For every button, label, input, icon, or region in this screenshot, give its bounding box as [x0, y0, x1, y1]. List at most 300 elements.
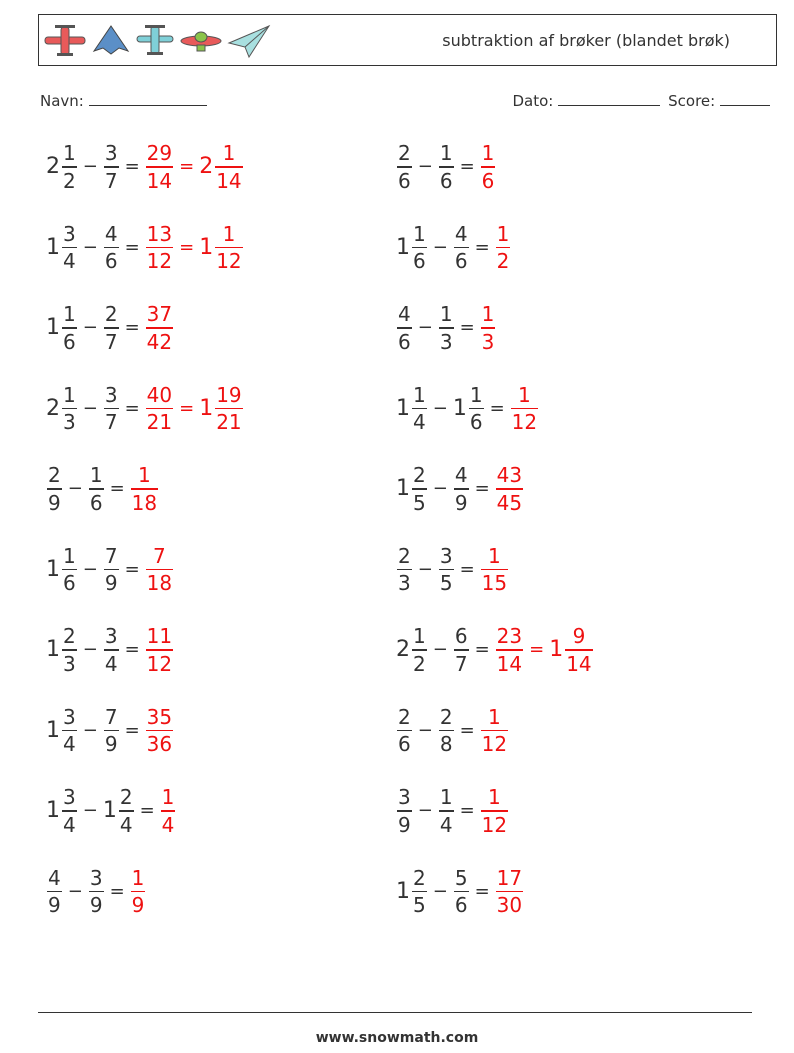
numerator: 3 [89, 865, 103, 890]
denominator: 6 [481, 168, 495, 193]
denominator: 21 [216, 410, 242, 434]
denominator: 8 [439, 732, 453, 756]
numerator: 2 [398, 141, 411, 165]
problem-item [46, 543, 174, 595]
footer-url: www.snowmath.com [315, 1030, 479, 1046]
equals-sign: = [529, 639, 545, 661]
fraction-b [104, 626, 119, 674]
numerator: 3 [439, 543, 453, 568]
fraction-bar [496, 891, 523, 893]
answer [145, 543, 174, 595]
fraction-a [412, 382, 427, 434]
whole-number: 1 [549, 637, 564, 663]
fraction-bar [397, 730, 412, 732]
date-field[interactable] [513, 92, 661, 110]
denominator: 15 [481, 571, 508, 595]
problem-item [46, 787, 176, 835]
problem-item [46, 626, 174, 674]
fraction-bar [62, 166, 77, 168]
denominator: 9 [398, 812, 411, 837]
fraction-bar [62, 810, 77, 812]
fraction-a [412, 221, 427, 273]
fraction-bar [412, 247, 427, 249]
minus-sign: − [417, 558, 433, 580]
fraction-bar [62, 569, 77, 571]
fraction-bar [215, 408, 242, 410]
fraction-bar [481, 166, 496, 168]
denominator: 6 [89, 490, 103, 515]
fraction-bar [47, 488, 62, 490]
numerator: 1 [63, 543, 76, 568]
minus-sign: − [82, 558, 98, 580]
fraction-bar [496, 247, 511, 249]
numerator: 5 [454, 865, 468, 890]
fraction-bar [62, 730, 77, 732]
fraction-b [439, 543, 454, 595]
answer [145, 382, 244, 434]
denominator: 6 [104, 249, 118, 273]
problem-item [46, 221, 244, 273]
fraction-bar [439, 569, 454, 571]
fraction-bar [104, 730, 119, 732]
answer [480, 543, 509, 595]
denominator: 6 [454, 249, 468, 273]
whole-number: 1 [396, 476, 410, 502]
denominator: 4 [63, 249, 76, 273]
fraction-b [454, 221, 469, 273]
denominator: 6 [469, 410, 483, 434]
fraction-bar [131, 488, 158, 490]
equals-sign: = [124, 156, 140, 178]
answer-fraction [481, 704, 508, 756]
denominator: 6 [413, 249, 426, 273]
answer-fraction [131, 865, 146, 917]
numerator: 1 [222, 141, 236, 165]
name-label: Navn: [40, 92, 84, 110]
denominator: 3 [481, 329, 495, 354]
fraction-bar [496, 649, 523, 651]
denominator: 7 [104, 410, 118, 434]
answer-fraction [511, 382, 538, 434]
problem-item [396, 865, 524, 917]
numerator: 1 [413, 382, 426, 407]
fraction-bar [481, 569, 508, 571]
answer [510, 382, 539, 434]
answer-fraction [496, 865, 523, 917]
minus-sign: − [432, 639, 448, 661]
fraction-bar [454, 891, 469, 893]
fraction-bar [397, 810, 412, 812]
equals-sign: = [459, 156, 475, 178]
answer [480, 143, 497, 191]
whole-number: 2 [46, 154, 60, 180]
fraction-a [62, 787, 77, 835]
fraction-bar [439, 730, 454, 732]
minus-sign: − [432, 397, 448, 419]
numerator: 1 [89, 463, 103, 487]
equals-sign: = [459, 317, 475, 339]
equals-sign: = [459, 719, 475, 741]
fraction-a [397, 704, 412, 756]
score-field[interactable] [668, 92, 770, 110]
answer-fraction [481, 543, 508, 595]
numerator: 4 [454, 463, 468, 487]
fraction-bar [161, 810, 176, 812]
numerator: 37 [146, 302, 173, 326]
numerator: 1 [63, 302, 76, 326]
fraction-b [439, 304, 454, 352]
fraction-a [412, 465, 427, 513]
fraction-bar [439, 327, 454, 329]
numerator: 11 [146, 624, 173, 648]
denominator: 3 [398, 571, 411, 595]
fraction-bar [397, 327, 412, 329]
minus-sign: − [67, 880, 83, 902]
mixed-fraction [215, 382, 242, 434]
numerator: 1 [63, 141, 76, 165]
numerator: 2 [119, 785, 133, 809]
fraction-b [104, 382, 119, 434]
numerator: 3 [398, 785, 411, 809]
answer [495, 221, 512, 273]
numerator: 1 [413, 624, 426, 648]
fraction-bar [412, 408, 427, 410]
numerator: 1 [161, 785, 175, 809]
problem-item [396, 465, 524, 513]
denominator: 6 [454, 893, 468, 917]
minus-sign: − [432, 478, 448, 500]
minus-sign: − [82, 719, 98, 741]
fraction-bar [481, 730, 508, 732]
answer [145, 304, 174, 352]
answer-fraction [481, 143, 496, 191]
fraction-bar [481, 327, 496, 329]
denominator: 12 [511, 410, 538, 434]
minus-sign: − [417, 156, 433, 178]
denominator: 45 [496, 490, 523, 515]
fraction-b [119, 787, 134, 835]
problem-item [396, 626, 594, 674]
denominator: 3 [439, 329, 453, 354]
fraction-b [104, 704, 119, 756]
name-field[interactable] [40, 92, 207, 110]
minus-sign: − [417, 317, 433, 339]
equals-sign: = [139, 800, 155, 822]
equals-sign: = [179, 397, 195, 419]
fraction-bar [146, 247, 173, 249]
numerator: 1 [518, 382, 531, 407]
equals-sign: = [179, 156, 195, 178]
numerator: 40 [146, 382, 173, 407]
equals-sign: = [109, 880, 125, 902]
minus-sign: − [67, 478, 83, 500]
fraction-bar [104, 166, 119, 168]
denominator: 4 [63, 812, 76, 837]
answer-fraction [161, 787, 176, 835]
denominator: 6 [398, 732, 411, 756]
answer [130, 865, 147, 917]
whole-number: 1 [46, 315, 60, 341]
answer-fraction [146, 704, 173, 756]
whole-number: 1 [46, 234, 60, 260]
denominator: 4 [104, 651, 118, 676]
numerator: 1 [413, 221, 426, 246]
mixed-fraction [565, 626, 592, 674]
fraction-b [89, 465, 104, 513]
numerator: 2 [63, 624, 76, 648]
numerator: 1 [481, 141, 495, 165]
whole-number: 2 [199, 154, 214, 180]
answer-fraction [481, 787, 508, 835]
fraction-bar [89, 891, 104, 893]
fraction-bar [439, 166, 454, 168]
equals-sign: = [124, 317, 140, 339]
numerator: 1 [439, 785, 453, 809]
fraction-bar [215, 247, 242, 249]
fraction-b [104, 221, 119, 273]
numerator: 2 [439, 704, 453, 729]
denominator: 4 [63, 732, 76, 756]
numerator: 7 [153, 543, 166, 568]
problem-item [396, 382, 539, 434]
problem-item [46, 382, 244, 434]
fraction-a [47, 465, 62, 513]
denominator: 14 [566, 651, 592, 676]
denominator: 9 [454, 490, 468, 515]
numerator: 3 [63, 785, 76, 809]
denominator: 14 [216, 168, 242, 193]
denominator: 18 [146, 571, 173, 595]
whole-number: 1 [396, 234, 410, 260]
denominator: 14 [496, 651, 523, 676]
denominator: 5 [413, 490, 426, 515]
fraction-b [469, 382, 484, 434]
answer [145, 143, 244, 191]
fraction-bar [104, 569, 119, 571]
problem-item [396, 704, 509, 756]
whole-number: 1 [46, 798, 60, 824]
numerator: 3 [104, 382, 118, 407]
numerator: 7 [104, 543, 118, 568]
answer-fraction [131, 465, 158, 513]
denominator: 4 [119, 812, 133, 837]
denominator: 36 [146, 732, 173, 756]
answer-fraction [146, 626, 173, 674]
numerator: 2 [413, 865, 426, 890]
numerator: 4 [398, 302, 411, 326]
red-plane-icon [43, 23, 87, 59]
header-box [38, 14, 777, 66]
fraction-bar [397, 569, 412, 571]
score-blank[interactable] [720, 92, 770, 106]
denominator: 3 [63, 410, 76, 434]
fraction-bar [454, 488, 469, 490]
equals-sign: = [474, 236, 490, 258]
numerator: 35 [146, 704, 173, 729]
denominator: 12 [146, 249, 173, 273]
numerator: 23 [496, 624, 523, 648]
numerator: 3 [63, 704, 76, 729]
paper-plane-icon [227, 23, 271, 59]
equals-sign: = [124, 719, 140, 741]
numerator: 1 [481, 302, 495, 326]
denominator: 2 [496, 249, 510, 273]
numerator: 1 [63, 382, 76, 407]
fraction-bar [104, 649, 119, 651]
problem-item [396, 304, 496, 352]
answer [480, 304, 497, 352]
denominator: 12 [216, 249, 242, 273]
answer-fraction [146, 221, 173, 273]
fraction-b [439, 704, 454, 756]
fraction-bar [119, 810, 134, 812]
fraction-bar [454, 649, 469, 651]
denominator: 30 [496, 893, 523, 917]
denominator: 12 [481, 732, 508, 756]
minus-sign: − [82, 397, 98, 419]
numerator: 1 [496, 221, 510, 246]
answer [495, 865, 524, 917]
fraction-bar [146, 166, 173, 168]
numerator: 1 [439, 141, 453, 165]
teal-plane-icon [135, 23, 175, 59]
fraction-a [62, 143, 77, 191]
whole-number: 1 [102, 798, 117, 824]
fraction-a [62, 221, 77, 273]
denominator: 6 [439, 168, 453, 193]
fraction-bar [146, 408, 173, 410]
whole-number: 1 [452, 395, 467, 421]
equals-sign: = [489, 397, 505, 419]
fraction-bar [469, 408, 484, 410]
mixed-fraction [215, 221, 242, 273]
fraction-bar [454, 247, 469, 249]
answer-fraction [146, 382, 173, 434]
fraction-a [397, 304, 412, 352]
fraction-a [397, 143, 412, 191]
denominator: 6 [63, 329, 76, 354]
equals-sign: = [124, 397, 140, 419]
fraction-b [439, 787, 454, 835]
whole-number: 1 [46, 637, 60, 663]
fraction-bar [104, 408, 119, 410]
numerator: 2 [398, 543, 411, 568]
answer [495, 626, 594, 674]
fraction-bar [215, 166, 242, 168]
whole-number: 1 [199, 234, 214, 260]
equals-sign: = [124, 639, 140, 661]
denominator: 5 [439, 571, 453, 595]
denominator: 9 [104, 571, 118, 595]
fraction-bar [62, 247, 77, 249]
answer-fraction [146, 543, 173, 595]
denominator: 2 [63, 168, 76, 193]
fraction-bar [62, 649, 77, 651]
fraction-bar [412, 891, 427, 893]
numerator: 3 [104, 141, 118, 165]
numerator: 1 [138, 463, 151, 487]
fraction-bar [397, 166, 412, 168]
whole-number: 1 [396, 878, 410, 904]
minus-sign: − [417, 800, 433, 822]
minus-sign: − [432, 880, 448, 902]
fraction-bar [511, 408, 538, 410]
fraction-bar [89, 488, 104, 490]
minus-sign: − [82, 800, 98, 822]
numerator: 1 [488, 785, 501, 809]
minus-sign: − [82, 236, 98, 258]
answer [495, 465, 524, 513]
answer [145, 221, 244, 273]
fraction-a [412, 626, 427, 674]
fraction-b [104, 304, 119, 352]
fraction-b [454, 465, 469, 513]
fraction-bar [146, 649, 173, 651]
fraction-b [454, 626, 469, 674]
fraction-bar [47, 891, 62, 893]
blue-stealth-plane-icon [91, 23, 131, 59]
denominator: 12 [481, 812, 508, 837]
problem-item [46, 704, 174, 756]
problem-item [396, 221, 511, 273]
fraction-bar [146, 327, 173, 329]
mixed-fraction [215, 143, 242, 191]
whole-number: 1 [396, 395, 410, 421]
date-blank[interactable] [558, 92, 660, 106]
whole-number: 1 [46, 556, 60, 582]
numerator: 1 [488, 704, 501, 729]
fraction-b [454, 865, 469, 917]
numerator: 3 [63, 221, 76, 246]
numerator: 2 [104, 302, 118, 326]
equals-sign: = [474, 639, 490, 661]
fraction-b [104, 543, 119, 595]
minus-sign: − [432, 236, 448, 258]
equals-sign: = [459, 800, 475, 822]
problem-item [396, 543, 509, 595]
fraction-bar [131, 891, 146, 893]
problem-item [46, 465, 159, 513]
fraction-a [62, 382, 77, 434]
fraction-bar [496, 488, 523, 490]
denominator: 3 [63, 651, 76, 676]
equals-sign: = [124, 558, 140, 580]
denominator: 7 [104, 329, 118, 354]
problem-item [396, 143, 496, 191]
denominator: 4 [439, 812, 453, 837]
answer-fraction [481, 304, 496, 352]
fraction-bar [104, 327, 119, 329]
equals-sign: = [124, 236, 140, 258]
numerator: 19 [216, 382, 242, 407]
answer [160, 787, 177, 835]
denominator: 7 [104, 168, 118, 193]
answer-fraction [496, 465, 523, 513]
fraction-bar [481, 810, 508, 812]
equals-sign: = [474, 880, 490, 902]
answer [145, 704, 174, 756]
denominator: 9 [131, 893, 145, 917]
date-score-fields [513, 92, 771, 110]
numerator: 4 [48, 865, 61, 890]
denominator: 7 [454, 651, 468, 676]
denominator: 6 [63, 571, 76, 595]
numerator: 3 [104, 624, 118, 648]
name-blank[interactable] [89, 92, 207, 106]
fraction-a [62, 704, 77, 756]
whole-number: 2 [396, 637, 410, 663]
fraction-bar [146, 730, 173, 732]
